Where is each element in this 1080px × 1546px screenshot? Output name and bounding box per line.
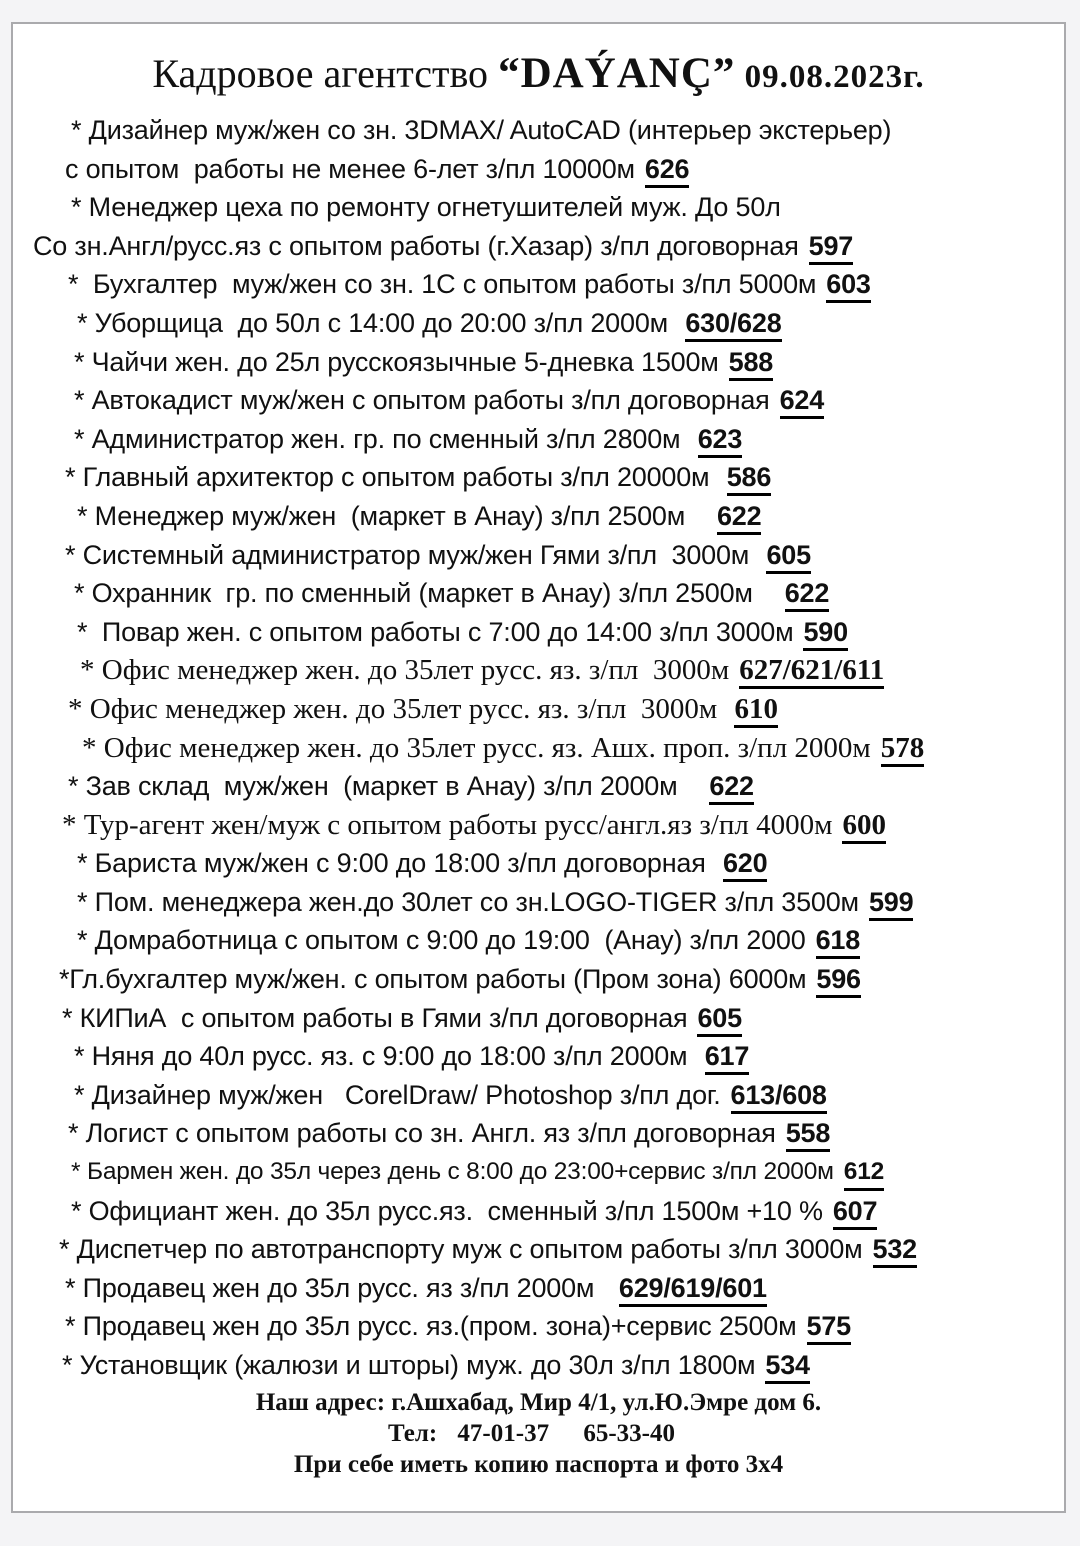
listing-text: * Продавец жен до 35л русс. яз.(пром. зона)+сервис 2500м [65, 1311, 797, 1342]
listing-text: * Дизайнер муж/жен CorelDraw/ Photoshop з/пл дог. [74, 1079, 721, 1110]
job-listing-line [13, 458, 1064, 497]
listing-text: * Повар жен. с опытом работы с 7:00 до 14:00 з/пл 3000м [77, 616, 794, 647]
listing-code: 612 [844, 1157, 884, 1191]
job-listing-line [13, 111, 1064, 150]
listing-text: * Няня до 40л русс. яз. с 9:00 до 18:00 з/пл 2000м [74, 1041, 695, 1072]
job-listing-line [13, 844, 1064, 883]
listing-text: * Уборщица до 50л с 14:00 до 20:00 з/пл 2000м [77, 307, 676, 338]
job-listing-line [13, 921, 1064, 960]
job-listing-line [13, 1307, 1064, 1346]
listing-code: 603 [826, 269, 870, 303]
listing-code: 622 [785, 578, 829, 612]
job-listing-line [13, 381, 1064, 420]
listing-code: 600 [842, 810, 886, 844]
job-listing-line [13, 690, 1064, 729]
listing-text: * Установщик (жалюзи и шторы) муж. до 30л з/пл 1800м [62, 1350, 756, 1380]
job-listing-line [13, 806, 1064, 845]
listing-code: 596 [816, 964, 860, 998]
job-listing-line [13, 188, 1064, 227]
job-listing-line [13, 227, 1064, 266]
job-listing-line [13, 1037, 1064, 1076]
listing-code: 599 [869, 887, 913, 921]
listing-code: 605 [766, 540, 810, 574]
listing-code: 607 [833, 1196, 877, 1230]
listing-text: * Офис менеджер жен. до 35лет русс. яз. з/пл 3000м [68, 692, 725, 725]
listing-code: 622 [709, 771, 753, 805]
listing-text: * Официант жен. до 35л русс.яз. сменный з/пл 1500м +10 % [71, 1195, 823, 1226]
listing-text: * Бариста муж/жен с 9:00 до 18:00 з/пл договорная [77, 848, 713, 879]
footer-phone-2: 65-33-40 [583, 1419, 675, 1447]
listing-text: * Менеджер цеха по ремонту огнетушителей муж. До 50л [71, 192, 781, 223]
listing-text: * Администратор жен. гр. по сменный з/пл 2800м [74, 423, 688, 454]
listing-text: * Бухгалтер муж/жен со зн. 1С с опытом работы з/пл 5000м [68, 269, 817, 300]
document-page [11, 22, 1066, 1513]
listing-code: 597 [809, 231, 853, 265]
listing-code: 590 [803, 617, 847, 651]
listing-code: 613/608 [731, 1080, 827, 1114]
listing-text: * Офис менеджер жен. до 35лет русс. яз. Ашх. проп. з/пл 2000м [82, 731, 871, 764]
listing-code: 617 [705, 1041, 749, 1075]
job-listing-line [13, 420, 1064, 459]
title-brand: “DAÝANÇ” [498, 50, 736, 97]
listing-text: * Офис менеджер жен. до 35лет русс. яз. з/пл 3000м [80, 654, 730, 687]
listing-code: 624 [780, 385, 824, 419]
job-listing-line [13, 150, 1064, 189]
job-listing-line [13, 343, 1064, 382]
listing-text: * Пом. менеджера жен.до 30лет со зн.LOGO-TIGER з/пл 3500м [77, 886, 859, 917]
title-date: 09.08.2023г. [735, 59, 925, 95]
job-listing-line [13, 883, 1064, 922]
listing-code: 610 [734, 694, 778, 728]
title-agency: Кадровое агентство [152, 51, 499, 96]
footer [13, 1387, 1064, 1480]
job-listing-line [13, 729, 1064, 768]
job-listings [13, 111, 1064, 1385]
job-listing-line [13, 265, 1064, 304]
listing-code: 586 [727, 462, 771, 496]
job-listing-line [13, 1269, 1064, 1308]
listing-text: * Чайчи жен. до 25л русскоязычные 5-дневка 1500м [74, 346, 719, 377]
job-listing-line [13, 651, 1064, 690]
job-listing-line [13, 574, 1064, 613]
listing-code: 620 [723, 848, 767, 882]
listing-code: 605 [697, 1003, 741, 1037]
listing-code: 623 [698, 424, 742, 458]
job-listing-line [13, 960, 1064, 999]
listing-code: 630/628 [685, 308, 781, 342]
job-listing-line [13, 1076, 1064, 1115]
page-title [13, 48, 1064, 103]
listing-text: * КИПиА с опытом работы в Гями з/пл договорная [62, 1002, 688, 1033]
listing-code: 626 [645, 154, 689, 188]
listing-text: Со зн.Англ/русс.яз с опытом работы (г.Хазар) з/пл договорная [33, 230, 799, 261]
listing-code: 534 [765, 1350, 809, 1384]
listing-code: 532 [873, 1234, 917, 1268]
listing-code: 622 [717, 501, 761, 535]
footer-address: Наш адрес: г.Ашхабад, Мир 4/1, ул.Ю.Эмре дом 6. [255, 1388, 822, 1416]
footer-note: При себе иметь копию паспорта и фото 3х4 [293, 1450, 784, 1478]
listing-code: 629/619/601 [619, 1273, 767, 1307]
listing-code: 578 [881, 733, 925, 767]
job-listing-line [13, 1230, 1064, 1269]
listing-text: * Системный администратор муж/жен Гями з/пл 3000м [65, 539, 757, 570]
job-listing-line [13, 536, 1064, 575]
listing-text: * Логист с опытом работы со зн. Англ. яз з/пл договорная [68, 1118, 776, 1149]
footer-phone-1: 47-01-37 [457, 1419, 550, 1447]
listing-code: 575 [807, 1311, 851, 1345]
listing-text: с опытом работы не менее 6-лет з/пл 10000м [65, 153, 635, 184]
listing-text: * Дизайнер муж/жен со зн. 3DMAX/ AutoCAD (интерьер экстерьер) [71, 115, 892, 145]
listing-text: *Гл.бухгалтер муж/жен. с опытом работы (Пром зона) 6000м [59, 964, 807, 995]
listing-text: * Продавец жен до 35л русс. яз з/пл 2000м [65, 1272, 609, 1303]
listing-code: 588 [729, 347, 773, 381]
job-listing-line [13, 999, 1064, 1038]
footer-phones [13, 1418, 1064, 1449]
listing-text: * Зав склад муж/жен (маркет в Анау) з/пл 2000м [68, 771, 700, 802]
listing-text: * Главный архитектор с опытом работы з/пл 20000м [65, 462, 717, 493]
listing-text: * Диспетчер по автотранспорту муж с опытом работы з/пл 3000м [59, 1234, 863, 1265]
job-listing-line [13, 304, 1064, 343]
job-listing-line [13, 1192, 1064, 1231]
listing-text: * Тур-агент жен/муж с опытом работы русс/англ.яз з/пл 4000м [62, 808, 833, 841]
job-listing-line [13, 613, 1064, 652]
footer-phone-label: Тел: [388, 1419, 438, 1447]
job-listing-line [13, 497, 1064, 536]
listing-text: * Бармен жен. до 35л через день с 8:00 до 23:00+сервис з/пл 2000м [71, 1158, 834, 1186]
listing-code: 618 [816, 925, 860, 959]
job-listing-line [13, 1114, 1064, 1153]
listing-text: * Автокадист муж/жен с опытом работы з/пл договорная [74, 385, 770, 416]
listing-text: * Менеджер муж/жен (маркет в Анау) з/пл 2500м [77, 500, 707, 531]
listing-text: * Домработница с опытом с 9:00 до 19:00 (Анау) з/пл 2000 [77, 925, 806, 956]
job-listing-line [13, 767, 1064, 806]
job-listing-line [13, 1346, 1064, 1385]
listing-text: * Охранник гр. по сменный (маркет в Анау) з/пл 2500м [74, 578, 775, 609]
listing-code: 627/621/611 [739, 655, 884, 689]
job-listing-line [13, 1153, 1064, 1192]
listing-code: 558 [786, 1118, 830, 1152]
